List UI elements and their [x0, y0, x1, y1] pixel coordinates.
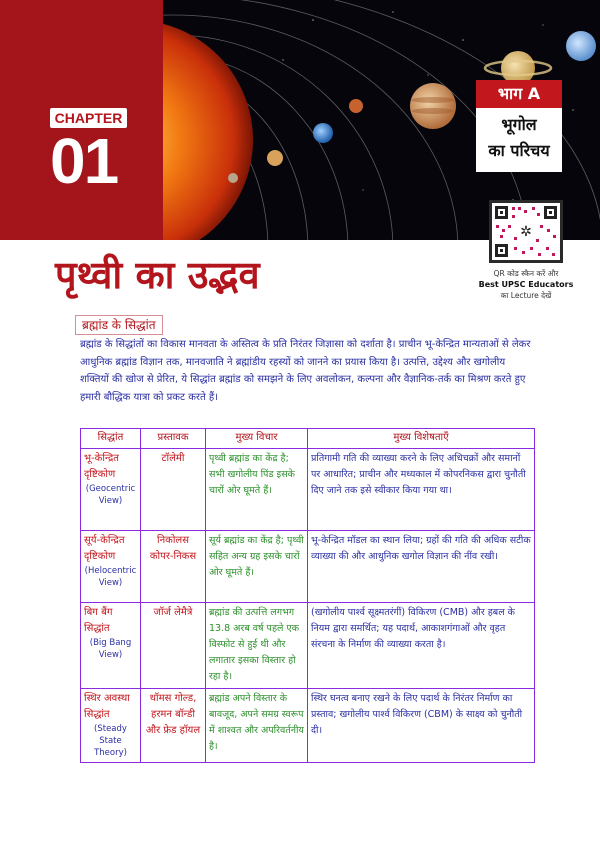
chapter-label: CHAPTER: [50, 108, 127, 128]
theory-features: स्थिर घनत्व बनाए रखने के लिए पदार्थ के निरंतर निर्माण का प्रस्ताव; खगोलीय पार्श्व विकिरण (CBM) के साक्ष्य को चुनौती दी।: [308, 689, 535, 763]
qr-code[interactable]: [489, 200, 563, 263]
theory-proposer: निकोलस कोपर-निकस: [141, 531, 206, 603]
theory-idea: ब्रह्मांड की उत्पत्ति लगभग 13.8 अरब वर्ष पहले एक विस्फोट से हुई थी और लगातार इसका विस्तार हो रहा है।: [206, 603, 308, 689]
qr-caption-line3: का Lecture देखें: [500, 291, 552, 300]
qr-code-pattern: [492, 203, 560, 260]
theory-features: भू-केन्द्रित मॉडल का स्थान लिया; ग्रहों की गति की अधिक सटीक व्याख्या की और आधुनिक खगोल विज्ञान की नींव रखी।: [308, 531, 535, 603]
theory-features: (खगोलीय पार्श्व सूक्ष्मतरंगीं) विकिरण (CMB) और हबल के नियम द्वारा समर्थित; यह पदार्थ, आकाशगंगाओं और वृहत संरचना के निर्माण की व्याख्या करता है।: [308, 603, 535, 689]
theory-name: सूर्य-केन्द्रित दृष्टिकोण: [84, 535, 125, 562]
theory-idea: सूर्य ब्रह्मांड का केंद्र है; पृथ्वी सहित अन्य ग्रह इसके चारों ओर घूमते हैं।: [206, 531, 308, 603]
qr-caption-line2: Best UPSC Educators: [478, 280, 574, 289]
table-header-row: [81, 429, 535, 449]
page-title: पृथ्वी का उद्भव: [55, 253, 260, 297]
qr-caption-line1: QR कोड स्कैन करें और: [493, 269, 559, 278]
theory-name-cell: [81, 603, 141, 689]
part-title: [476, 108, 562, 164]
theory-name: भू-केन्द्रित दृष्टिकोण: [84, 453, 120, 480]
theory-name-cell: [81, 449, 141, 531]
chapter-number: 01: [50, 125, 118, 197]
part-tag: भाग A: [476, 80, 562, 108]
chapter-banner: [0, 0, 163, 240]
table-row: [81, 603, 535, 689]
part-title-line2: का परिचय: [488, 141, 550, 160]
qr-caption: [470, 268, 582, 301]
theory-name: बिग बैंग सिद्धांत: [84, 607, 113, 634]
theory-name-en: (Big Bang View): [89, 638, 132, 660]
table-row: [81, 689, 535, 763]
header-main-idea: मुख्य विचार: [206, 429, 308, 449]
theory-proposer: थॉमस गोल्ड, हरमन बॉन्डी और फ्रेड हॉयल: [141, 689, 206, 763]
header-proposer: प्रस्तावक: [141, 429, 206, 449]
theories-table: [80, 428, 535, 763]
theory-name-cell: [81, 689, 141, 763]
section-heading: ब्रह्मांड के सिद्धांत: [75, 315, 163, 335]
theory-idea: पृथ्वी ब्रह्मांड का केंद्र है; सभी खगोलीय पिंड इसके चारों ओर घूमते हैं।: [206, 449, 308, 531]
part-badge: [476, 80, 562, 172]
table-row: [81, 531, 535, 603]
header-key-features: मुख्य विशेषताएँ: [308, 429, 535, 449]
section-intro: ब्रह्मांड के सिद्धांतों का विकास मानवता के अस्तित्व के प्रति निरंतर जिज्ञासा को दर्शाता है। प्राचीन भू-केन्द्रित मान्यताओं से लेकर आधुनिक ब्रह्मांड विज्ञान तक, मानवजाति ने ब्रह्मांडीय रहस्यों को जानने का प्रयास किया है। उत्पत्ति, उद्देश्य और खगोलीय शक्तियों की खोज से प्रेरित, ये सिद्धांत ब्रह्मांड को समझने के लिए अवलोकन, कल्पना और वैज्ञानिक-तर्क का मिश्रण करते हुए हमारी बौद्धिक यात्रा को प्रकट करते हैं।: [80, 339, 531, 403]
header-theory: सिद्धांत: [81, 429, 141, 449]
theory-name-cell: [81, 531, 141, 603]
theory-features: प्रतिगामी गति की व्याख्या करने के लिए अधिचक्रों और समानों पर आधारित; प्राचीन और मध्यकाल में कोपरनिकस द्वारा चुनौती दिए जाने तक इसे स्वीकार किया गया था।: [308, 449, 535, 531]
theory-proposer: जॉर्ज लेमैत्रे: [141, 603, 206, 689]
theory-name: स्थिर अवस्था सिद्धांत: [84, 693, 130, 720]
theory-name-en: (Steady State Theory): [94, 724, 127, 758]
theory-idea: ब्रह्मांड अपने विस्तार के बावजूद, अपने समग्र स्वरूप में शाश्वत और अपरिवर्तनीय है।: [206, 689, 308, 763]
svg-text:✲: ✲: [520, 224, 532, 240]
theory-proposer: टॉलेमी: [141, 449, 206, 531]
theory-name-en: (Helocentric View): [84, 566, 137, 588]
part-title-line1: भूगोल: [501, 115, 537, 134]
table-row: [81, 449, 535, 531]
theory-name-en: (Geocentric View): [85, 484, 136, 506]
